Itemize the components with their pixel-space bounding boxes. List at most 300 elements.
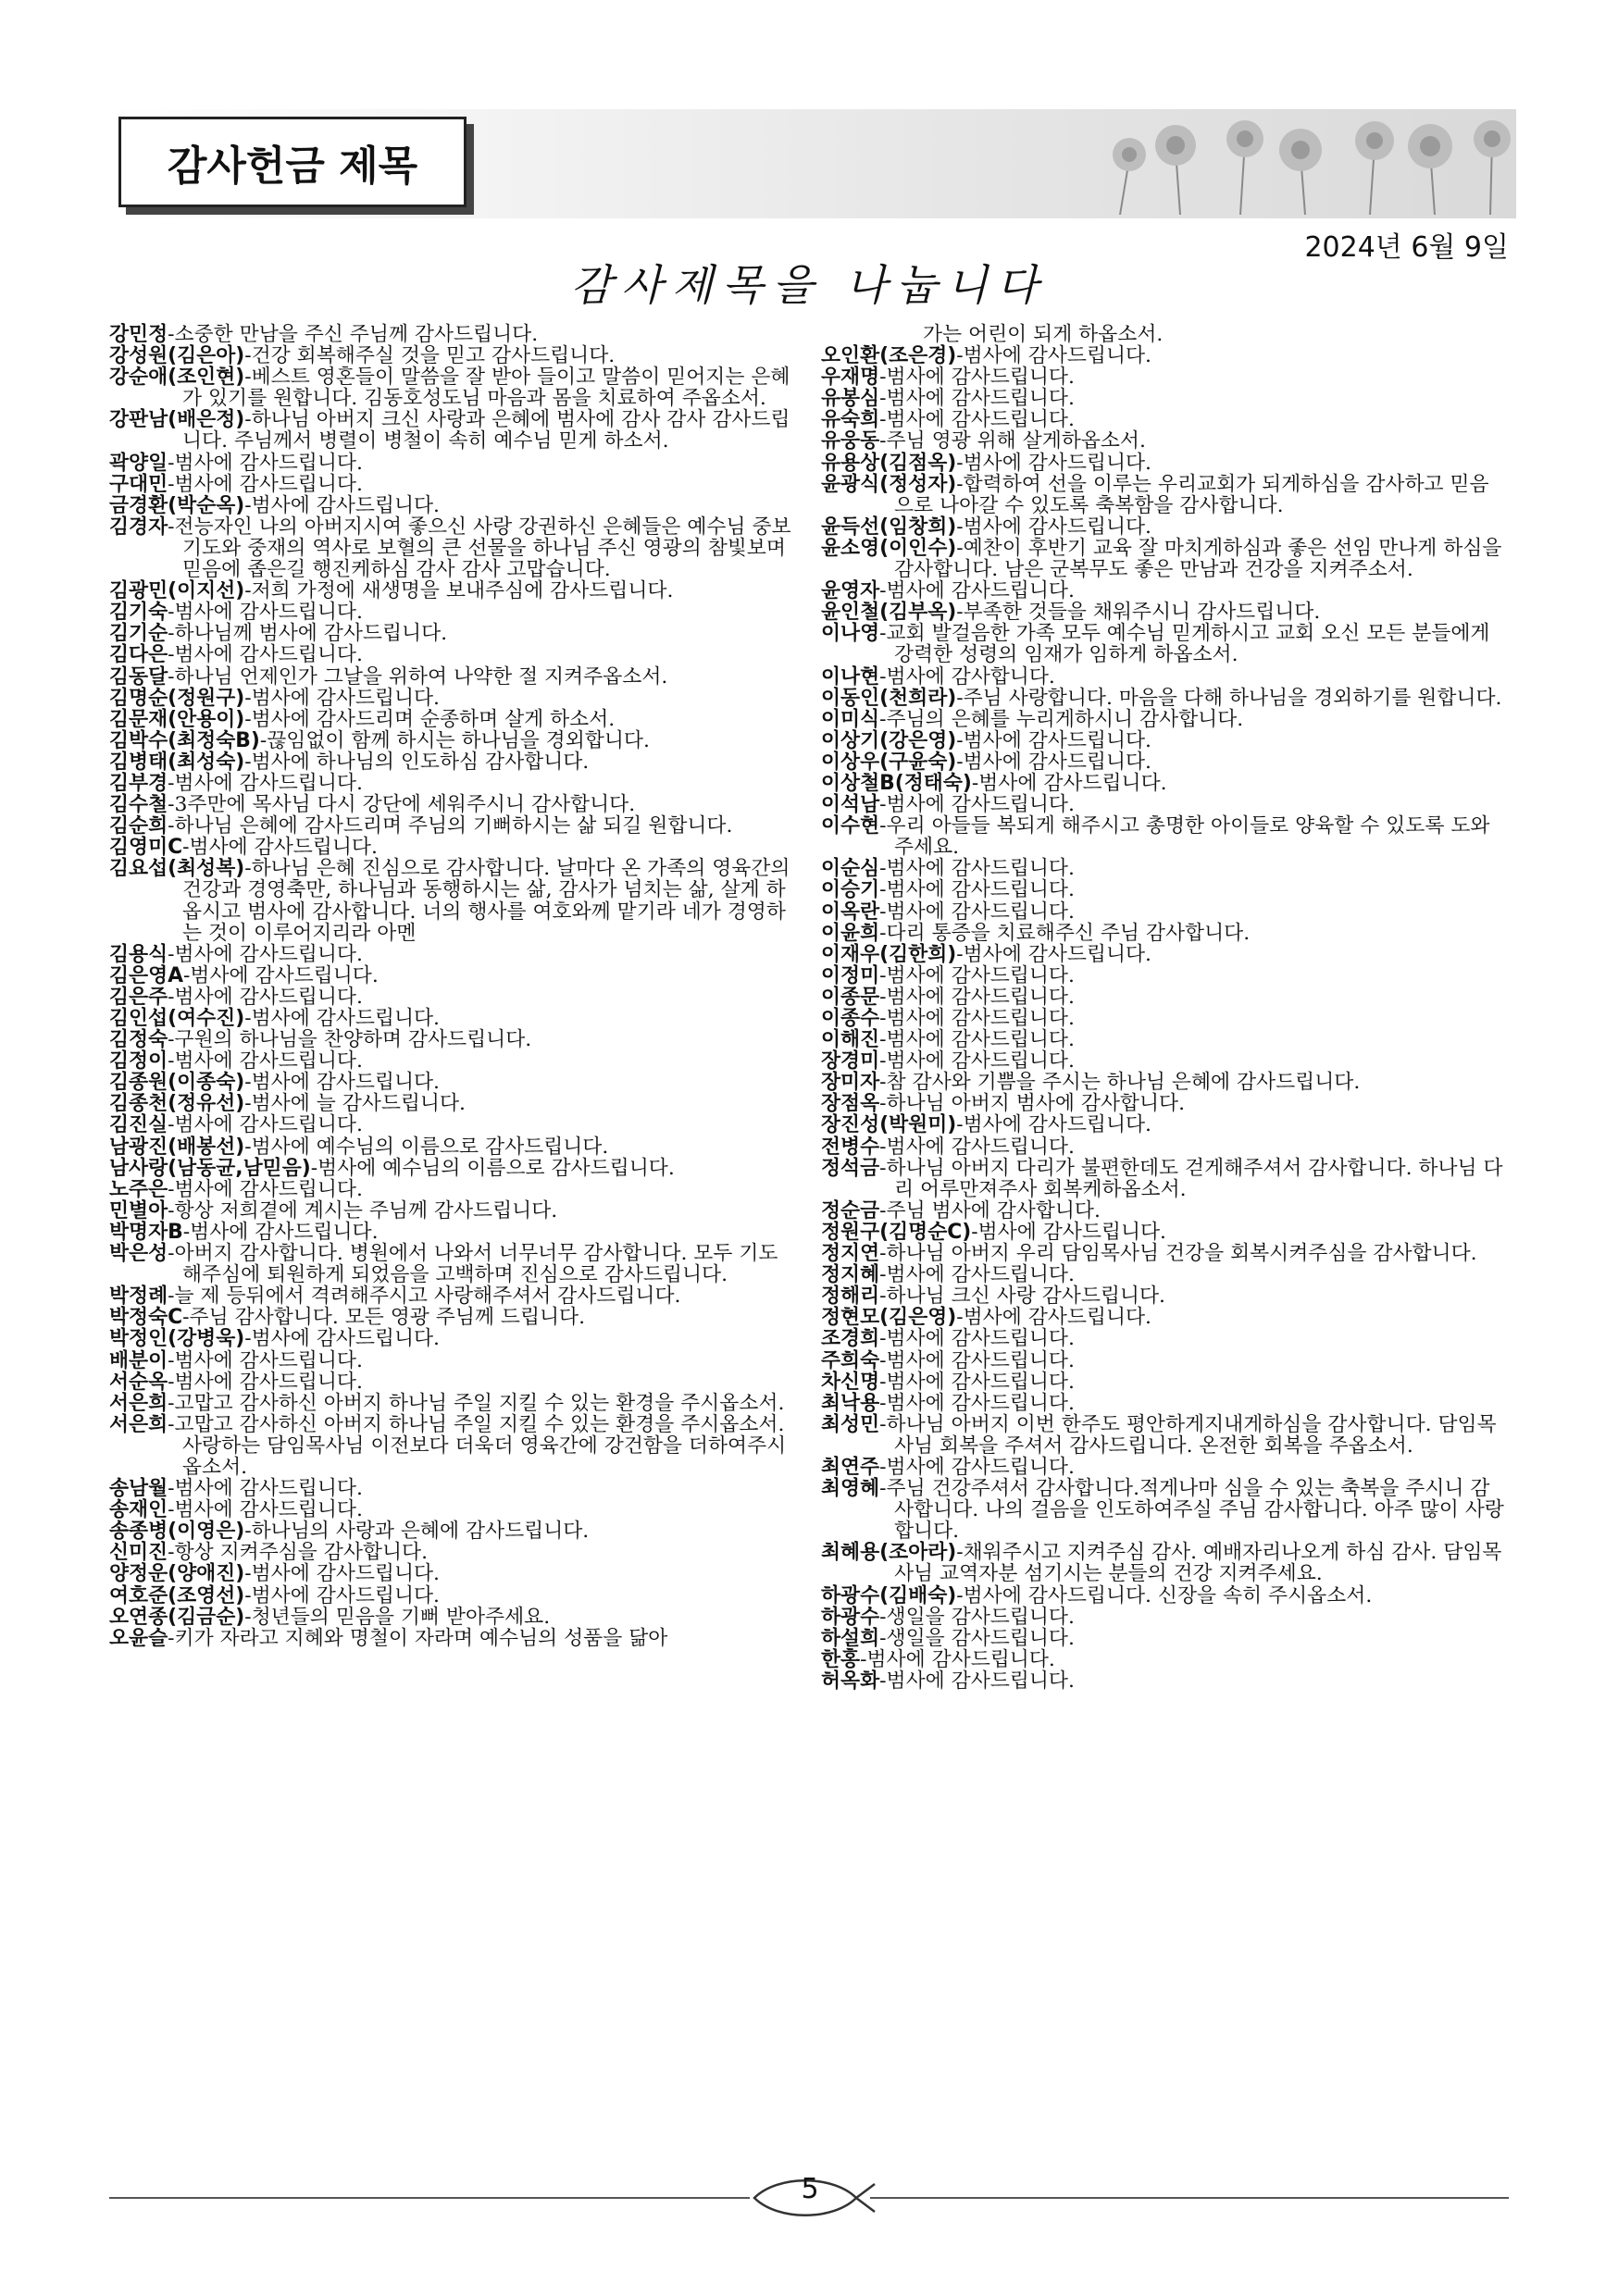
- prayer-entry: [821, 388, 1506, 409]
- prayer-entry: [109, 1393, 794, 1414]
- prayer-entry: [821, 1264, 1506, 1285]
- entry-name: 최낙용: [821, 1391, 880, 1415]
- entry-name: 허옥화: [821, 1669, 880, 1693]
- entry-text: -범사에 감사드립니다.: [168, 1348, 363, 1372]
- entry-text: -아버지 감사합니다. 병원에서 나와서 너무너무 감사합니다. 모두 기도 해주심에 퇴원하게 되었음을 고백하며 진심으로 감사드립니다.: [168, 1242, 778, 1287]
- entry-text: -범사에 감사드립니다.: [182, 1220, 379, 1244]
- entry-name: 정지혜: [821, 1263, 880, 1287]
- prayer-entry: [109, 1072, 794, 1093]
- entry-text: -범사에 감사드립니다.: [168, 1370, 363, 1394]
- prayer-entry: [821, 730, 1506, 751]
- entry-text: -범사에 감사드립니다.: [956, 1306, 1151, 1330]
- entry-name: 김문재(안용이): [109, 707, 245, 731]
- prayer-entry: [109, 474, 794, 495]
- prayer-entry: [109, 730, 794, 751]
- prayer-entry: [109, 1414, 794, 1478]
- entry-name: 금경환(박순옥): [109, 493, 245, 517]
- prayer-entry: [109, 409, 794, 452]
- prayer-entry: [821, 1457, 1506, 1478]
- entry-name: 남광진(배봉선): [109, 1135, 245, 1159]
- prayer-entry: [821, 1093, 1506, 1114]
- entry-name: 김용식: [109, 942, 168, 966]
- entry-name: 이상기(강은영): [821, 728, 957, 752]
- entry-name: 하설희: [821, 1626, 880, 1650]
- entry-text: -키가 자라고 지혜와 명철이 자라며 예수님의 성품을 닮아: [168, 1626, 668, 1650]
- entry-text: -베스트 영혼들이 말씀을 잘 받아 들이고 말씀이 믿어지는 은혜가 있기를 원합니다. 김동호성도님 마음과 몸을 치료하여 주옵소서.: [182, 366, 790, 411]
- entry-name: 김수철: [109, 793, 168, 817]
- prayer-entry: [821, 1414, 1506, 1457]
- entry-text: -소중한 만남을 주신 주님께 감사드립니다.: [168, 323, 539, 346]
- entry-text: -교회 발걸음한 가족 모두 예수님 믿게하시고 교회 오신 모든 분들에게 강력한 성령의 임재가 임하게 하옵소서.: [879, 622, 1490, 667]
- entry-name: 남사랑(남동균,남믿음): [109, 1156, 311, 1180]
- prayer-entry: [109, 1222, 794, 1243]
- entry-name: 하광수(김배숙): [821, 1583, 957, 1607]
- entry-text: -예찬이 후반기 교육 잘 마치게하심과 좋은 선임 만나게 하심을 감사합니다. 남은 군복무도 좋은 만남과 건강을 지켜주소서.: [894, 536, 1502, 582]
- entry-text: -범사에 감사드립니다.: [879, 579, 1075, 603]
- entry-name: 김명순(정원구): [109, 686, 245, 710]
- entry-name: 하광수: [821, 1605, 880, 1629]
- entry-text: -고맙고 감사하신 아버지 하나님 주일 지킬 수 있는 환경을 주시옵소서. 사랑하는 담임목사님 이전보다 더욱더 영육간에 강건함을 더하여주시옵소서.: [168, 1412, 787, 1479]
- entry-name: 강성원(김은아): [109, 344, 245, 368]
- prayer-entry: [109, 773, 794, 794]
- prayer-entry: [821, 409, 1506, 430]
- entry-name: 정현모(김은영): [821, 1306, 957, 1330]
- entry-text: -범사에 감사드립니다.: [879, 900, 1075, 924]
- entry-name: 최성민: [821, 1412, 880, 1436]
- entry-text: -범사에 예수님의 이름으로 감사드립니다.: [244, 1135, 609, 1159]
- entry-name: 정지연: [821, 1242, 880, 1266]
- prayer-entry: [821, 1393, 1506, 1414]
- entry-text: -합력하여 선을 이루는 우리교회가 되게하심을 감사하고 믿음으로 나아갈 수 있도록 축복함을 감사합니다.: [894, 472, 1489, 517]
- entry-name: 윤영자: [821, 579, 880, 603]
- entry-text: -끊임없이 함께 하시는 하나님을 경외합니다.: [259, 728, 650, 752]
- entry-name: 김인섭(여수진): [109, 1007, 245, 1030]
- prayer-entry: [821, 1628, 1506, 1649]
- prayer-entry: [109, 1542, 794, 1563]
- entry-text: -범사에 감사드립니다.: [956, 344, 1151, 368]
- entry-text: -범사에 감사드립니다.: [956, 451, 1151, 475]
- entry-name: 박은성: [109, 1242, 168, 1266]
- prayer-entry: [821, 430, 1506, 452]
- entry-name: 김병태(최성숙): [109, 750, 245, 774]
- prayer-entry: [109, 666, 794, 688]
- page-title: 감사헌금 제목: [167, 143, 418, 190]
- entry-text: -전능자인 나의 아버지시여 좋으신 사랑 강권하신 은혜들은 예수님 중보기도와 중재의 역사로 보혈의 큰 선물을 하나님 주신 영광의 참빛보며 믿음에 좁은길 행진케하심 감사 감사 고맙습니다.: [168, 515, 791, 582]
- prayer-entry: [821, 901, 1506, 923]
- entry-name: 이수현: [821, 814, 880, 838]
- entry-text: -채워주시고 지켜주심 감사. 예배자리나오게 하심 감사. 담임목사님 교역자분 섬기시는 분들의 건강 지켜주세요.: [894, 1541, 1502, 1586]
- entry-name: 이윤희: [821, 921, 880, 945]
- entry-text: -범사에 감사드립니다.: [168, 1113, 363, 1137]
- prayer-entry: [109, 1607, 794, 1628]
- prayer-entry: [109, 837, 794, 858]
- entry-name: 강순애(조인현): [109, 366, 245, 390]
- entry-text: -하나님 언제인가 그날을 위하여 나약한 절 지켜주옵소서.: [168, 664, 668, 689]
- entry-text: -하나님의 사랑과 은혜에 감사드립니다.: [244, 1520, 590, 1544]
- entry-text: -범사에 감사드립니다.: [956, 1113, 1151, 1137]
- entry-name: 여호준(조영선): [109, 1583, 245, 1607]
- entry-name: 오윤슬: [109, 1626, 168, 1650]
- prayer-entry: [109, 1478, 794, 1499]
- entry-text: -범사에 감사드립니다.: [956, 515, 1151, 539]
- entry-text: -청년들의 믿음을 기뻐 받아주세요.: [244, 1605, 551, 1629]
- entry-name: 우재명: [821, 366, 880, 390]
- entry-name: 이상우(구윤숙): [821, 750, 957, 774]
- prayer-entry: [821, 666, 1506, 688]
- prayer-entry: [821, 623, 1506, 665]
- entry-name: 김영미C: [109, 836, 183, 860]
- prayer-entry: [109, 1114, 794, 1136]
- entry-name: 이해진: [821, 1028, 880, 1052]
- prayer-entry: [109, 751, 794, 773]
- entry-text: -우리 아들들 복되게 해주시고 총명한 아이들로 양육할 수 있도록 도와주세요.: [879, 814, 1490, 860]
- prayer-entry: [109, 1520, 794, 1542]
- entry-name: 장진성(박원미): [821, 1113, 957, 1137]
- entry-text: -하나님 아버지 우리 담임목사님 건강을 회복시켜주심을 감사합니다.: [879, 1242, 1477, 1266]
- entry-name: 유용상(김점옥): [821, 451, 957, 475]
- prayer-entry: [821, 1222, 1506, 1243]
- entry-text: -범사에 감사드립니다.: [168, 1049, 363, 1074]
- prayer-entry: [821, 1050, 1506, 1072]
- entry-text: -범사에 감사드립니다.: [168, 643, 363, 667]
- entry-text: -범사에 감사드립니다.: [182, 836, 378, 860]
- entry-text: -범사에 감사드립니다.: [879, 387, 1075, 411]
- prayer-entry: [109, 688, 794, 709]
- prayer-entry: [821, 709, 1506, 730]
- entry-text: -범사에 감사드립니다.: [168, 942, 363, 966]
- prayer-entry: [109, 453, 794, 474]
- entry-text: -범사에 감사드립니다.: [168, 1498, 363, 1522]
- entry-text: -범사에 감사합니다.: [879, 664, 1055, 689]
- entry-text: -구원의 하나님을 찬양하며 감사드립니다.: [168, 1028, 532, 1052]
- entry-text: -범사에 감사드립니다.: [971, 1220, 1166, 1244]
- prayer-entry: [109, 1350, 794, 1371]
- entry-text: -건강 회복해주실 것을 믿고 감사드립니다.: [244, 344, 616, 368]
- entry-text: -참 감사와 기쁨을 주시는 하나님 은혜에 감사드립니다.: [879, 1071, 1361, 1095]
- entry-name: 최혜용(조아라): [821, 1541, 957, 1565]
- prayer-entry: [109, 366, 794, 409]
- prayer-entry: [821, 1072, 1506, 1093]
- prayer-entry: [821, 1114, 1506, 1136]
- entry-text: -범사에 감사드립니다.: [879, 1370, 1075, 1394]
- entry-text: -범사에 감사드립니다.: [879, 1327, 1075, 1351]
- entry-text: -범사에 감사드립니다.: [879, 1028, 1075, 1052]
- entry-name: 구대민: [109, 472, 168, 496]
- entry-name: 김경자: [109, 515, 168, 539]
- entry-text: -범사에 감사드립니다.: [956, 728, 1151, 752]
- prayer-entry: [821, 1350, 1506, 1371]
- entry-text: -범사에 감사드립니다. 신장을 속히 주시옵소서.: [956, 1583, 1373, 1607]
- prayer-entry: [821, 366, 1506, 388]
- entry-text: -범사에 감사드립니다.: [244, 1562, 440, 1586]
- entry-name: 이미식: [821, 707, 880, 731]
- prayer-entry: [821, 1158, 1506, 1200]
- entry-name: 주희숙: [821, 1348, 880, 1372]
- entry-text: -범사에 감사드립니다.: [879, 985, 1075, 1009]
- prayer-entry: [821, 1285, 1506, 1307]
- entry-text: -범사에 감사드립니다.: [168, 601, 363, 625]
- entry-name: 김은주: [109, 985, 168, 1009]
- prayer-entry: [821, 1200, 1506, 1222]
- entry-text: -범사에 하나님의 인도하심 감사합니다.: [244, 750, 590, 774]
- entry-text: -범사에 감사드립니다.: [956, 750, 1151, 774]
- prayer-entry: [109, 965, 794, 987]
- prayer-entry: [109, 1371, 794, 1393]
- prayer-entry: [109, 1136, 794, 1158]
- entry-name: 김정이: [109, 1049, 168, 1074]
- prayer-entry: [109, 1200, 794, 1222]
- prayer-entry: [821, 453, 1506, 474]
- prayer-entry: [821, 1307, 1506, 1328]
- entry-name: 송남월: [109, 1477, 168, 1501]
- entry-text: -범사에 예수님의 이름으로 감사드립니다.: [310, 1156, 675, 1180]
- entry-text: -범사에 감사드립니다.: [879, 857, 1075, 881]
- prayer-entry: [821, 1585, 1506, 1607]
- entry-text: -고맙고 감사하신 아버지 하나님 주일 지킬 수 있는 환경을 주시옵소서.: [168, 1391, 785, 1415]
- entry-name: 윤광식(정성자): [821, 472, 957, 496]
- entry-name: 박명자B: [109, 1220, 183, 1244]
- entry-name: 이승기: [821, 878, 880, 902]
- prayer-entry: [821, 923, 1506, 944]
- prayer-entry: [109, 1563, 794, 1584]
- page-number: 5: [801, 2173, 819, 2205]
- entry-text: -하나님 아버지 크신 사랑과 은혜에 범사에 감사 감사 감사드립니다. 주님께서 병렬이 병철이 속히 예수님 믿게 하소서.: [182, 408, 790, 453]
- entry-text: -하나님께 범사에 감사드립니다.: [168, 622, 448, 646]
- entry-name: 정순금: [821, 1198, 880, 1222]
- entry-name: 유봉심: [821, 387, 880, 411]
- entry-name: 유웅동: [821, 429, 880, 453]
- entry-text: -3주만에 목사님 다시 강단에 세워주시니 감사합니다.: [168, 793, 636, 817]
- entry-name: 송종병(이영은): [109, 1520, 245, 1544]
- entry-name: 박정례: [109, 1285, 168, 1309]
- prayer-entry: [109, 794, 794, 815]
- entry-text: -범사에 감사드립니다.: [879, 1455, 1075, 1479]
- entry-text: -저희 가정에 새생명을 보내주심에 감사드립니다.: [244, 579, 674, 603]
- entry-name: 김요섭(최성복): [109, 857, 245, 881]
- entry-text: -범사에 감사드립니다.: [879, 1263, 1075, 1287]
- entry-name: 장미자: [821, 1071, 880, 1095]
- prayer-entry: [109, 944, 794, 965]
- entry-name: 정석금: [821, 1156, 880, 1180]
- entry-text: -범사에 감사드립니다.: [244, 1327, 440, 1351]
- entry-text: -주님의 은혜를 누리게하시니 감사합니다.: [879, 707, 1244, 731]
- prayer-entry: [821, 1243, 1506, 1264]
- entry-text: -범사에 감사드립니다.: [879, 1007, 1075, 1030]
- entry-name: 김정숙: [109, 1028, 168, 1052]
- entry-text: -범사에 감사드립니다.: [879, 366, 1075, 390]
- entry-text: -범사에 감사드립니다.: [168, 985, 363, 1009]
- prayer-entry: [109, 1328, 794, 1349]
- entry-name: 정원구(김명순C): [821, 1220, 972, 1244]
- prayer-entry: [821, 1371, 1506, 1393]
- entry-name: 박정인(강병욱): [109, 1327, 245, 1351]
- entry-name: 송재인: [109, 1498, 168, 1522]
- entry-text: -범사에 감사드립니다.: [879, 1669, 1075, 1693]
- prayer-entry: [821, 474, 1506, 516]
- entry-text: -범사에 감사드립니다.: [168, 771, 363, 795]
- entry-text: -범사에 감사드립니다.: [860, 1647, 1055, 1671]
- prayer-entry: [109, 987, 794, 1008]
- entry-name: 강판남(배은정): [109, 408, 245, 432]
- prayer-entry: [821, 538, 1506, 580]
- prayer-entry: [109, 495, 794, 516]
- entry-text: -범사에 감사드립니다.: [879, 1391, 1075, 1415]
- entry-text: -범사에 감사드립니다.: [244, 686, 440, 710]
- prayer-entry: [821, 1542, 1506, 1584]
- prayer-entry: [821, 751, 1506, 773]
- entry-name: 조경희: [821, 1327, 880, 1351]
- prayer-entry: [109, 623, 794, 644]
- entry-name: 김부경: [109, 771, 168, 795]
- prayer-entry: [821, 794, 1506, 815]
- entry-name: 서순옥: [109, 1370, 168, 1394]
- entry-text: -부족한 것들을 채워주시니 감사드립니다.: [956, 601, 1321, 625]
- entry-text: -늘 제 등뒤에서 격려해주시고 사랑해주셔서 감사드립니다.: [168, 1285, 681, 1309]
- entry-name: 장경미: [821, 1049, 880, 1074]
- entry-name: 김종천(정유선): [109, 1092, 245, 1116]
- entry-name: 오인환(조은경): [821, 344, 957, 368]
- entry-text: -범사에 감사드립니다.: [168, 1477, 363, 1501]
- left-column: [109, 324, 794, 1649]
- entry-text: -주님 건강주셔서 감사합니다.적게나마 심을 수 있는 축복을 주시니 감사합니다. 나의 걸음을 인도하여주실 주님 감사합니다. 아주 많이 사랑합니다.: [879, 1477, 1504, 1544]
- entry-name: 이나현: [821, 664, 880, 689]
- prayer-entry: [109, 345, 794, 366]
- prayer-entry: [821, 773, 1506, 794]
- entry-name: 이석남: [821, 793, 880, 817]
- entry-text: -하나님 아버지 이번 한주도 평안하게지내게하심을 감사합니다. 담임목사님 회복을 주셔서 감사드립니다. 온전한 회복을 주옵소서.: [879, 1412, 1497, 1458]
- entry-name: 배분이: [109, 1348, 168, 1372]
- prayer-entry: [109, 709, 794, 730]
- prayer-entry: [109, 1628, 794, 1649]
- entry-name: 한홍: [821, 1647, 861, 1671]
- entry-name: 이순심: [821, 857, 880, 881]
- entry-name: 이동인(천희라): [821, 686, 957, 710]
- entry-text: -생일을 감사드립니다.: [879, 1626, 1075, 1650]
- entry-name: 김동달: [109, 664, 168, 689]
- entry-text: -범사에 감사드립니다.: [244, 493, 440, 517]
- entry-name: 김박수(최정숙B): [109, 728, 260, 752]
- entry-name: 이옥란: [821, 900, 880, 924]
- prayer-entry: [109, 1285, 794, 1307]
- entry-text: -하나님 아버지 다리가 불편한데도 걷게해주셔서 감사합니다. 하나님 다리 어루만져주사 회복케하옵소서.: [879, 1156, 1503, 1201]
- prayer-entry: [109, 1050, 794, 1072]
- entry-text: -하나님 은혜에 감사드리며 주님의 기뻐하시는 삶 되길 원합니다.: [168, 814, 733, 838]
- entry-name: 김은영A: [109, 963, 184, 987]
- entry-text: -주님 감사합니다. 모든 영광 주님께 드립니다.: [182, 1306, 586, 1330]
- prayer-entry: [109, 1179, 794, 1200]
- entry-name: 김순희: [109, 814, 168, 838]
- entry-name: 김기숙: [109, 601, 168, 625]
- entry-text: -범사에 감사드립니다.: [879, 408, 1075, 432]
- prayer-entry: [109, 815, 794, 837]
- entry-name: 민별아: [109, 1198, 168, 1222]
- continuation-text: 가는 어린이 되게 하옵소서.: [923, 323, 1164, 346]
- entry-text: -범사에 감사드립니다.: [971, 771, 1167, 795]
- prayer-entry: [821, 1136, 1506, 1158]
- prayer-entry: [109, 516, 794, 580]
- entry-text: -범사에 감사드립니다.: [879, 793, 1075, 817]
- entry-name: 노주은: [109, 1177, 168, 1201]
- entry-name: 윤소영(이인수): [821, 536, 957, 560]
- prayer-entry: [109, 644, 794, 665]
- title-box: [118, 117, 467, 207]
- entry-text: -다리 통증을 치료해주신 주님 감사합니다.: [879, 921, 1251, 945]
- entry-text: -범사에 감사드립니다.: [879, 1049, 1075, 1074]
- entry-name: 서은희: [109, 1412, 168, 1436]
- prayer-entry: [821, 602, 1506, 623]
- entry-name: 박정숙C: [109, 1306, 183, 1330]
- entry-text: -항상 지켜주심을 감사합니다.: [168, 1541, 428, 1565]
- entry-text: -하나님 은혜 진심으로 감사합니다. 날마다 온 가족의 영육간의 건강과 경영축만, 하나님과 동행하시는 삶, 감사가 넘치는 삶, 살게 하옵시고 범사에 감사합니다. 너의 행사를 여호와께 맡기라 네가 경영하는 것이 이루어지리라 아멘: [182, 857, 790, 945]
- entry-name: 장점옥: [821, 1092, 880, 1116]
- entry-name: 윤득선(임창희): [821, 515, 957, 539]
- entry-text: -범사에 감사드립니다.: [168, 1177, 363, 1201]
- prayer-entry: [821, 1607, 1506, 1628]
- entry-text: -주님 영광 위해 살게하옵소서.: [879, 429, 1146, 453]
- right-column: [821, 324, 1506, 1692]
- flower-decoration: [1092, 113, 1518, 215]
- entry-name: 김기순: [109, 622, 168, 646]
- entry-text: -범사에 감사드립니다.: [879, 963, 1075, 987]
- prayer-entry: [821, 516, 1506, 538]
- entry-name: 최영혜: [821, 1477, 880, 1501]
- prayer-entry: [821, 1478, 1506, 1542]
- entry-name: 최연주: [821, 1455, 880, 1479]
- entry-text: -범사에 감사드립니다.: [879, 878, 1075, 902]
- prayer-entry: [109, 324, 794, 345]
- entry-text: -범사에 감사드립니다.: [168, 451, 363, 475]
- prayer-entry: [821, 580, 1506, 602]
- entry-name: 차신명: [821, 1370, 880, 1394]
- entry-text: -주님 사랑합니다. 마음을 다해 하나님을 경외하기를 원합니다.: [956, 686, 1502, 710]
- prayer-entry: [109, 1093, 794, 1114]
- entry-text: -범사에 감사드립니다.: [168, 472, 363, 496]
- prayer-entry: [821, 965, 1506, 987]
- entry-name: 오연종(김금순): [109, 1605, 245, 1629]
- entry-name: 신미진: [109, 1541, 168, 1565]
- entry-text: -생일을 감사드립니다.: [879, 1605, 1075, 1629]
- entry-name: 이정미: [821, 963, 880, 987]
- prayer-entry: [821, 1649, 1506, 1670]
- entry-name: 정해리: [821, 1285, 880, 1309]
- prayer-entry: [109, 602, 794, 623]
- entry-text: -하나님 아버지 범사에 감사합니다.: [879, 1092, 1186, 1116]
- entry-name: 이재우(김한희): [821, 942, 957, 966]
- entry-name: 서은희: [109, 1391, 168, 1415]
- prayer-entry: [821, 688, 1506, 709]
- prayer-entry: [109, 858, 794, 943]
- entry-text: -범사에 감사드립니다.: [244, 1583, 440, 1607]
- entry-name: 이종문: [821, 985, 880, 1009]
- prayer-entry: [109, 1307, 794, 1328]
- prayer-entry: [821, 879, 1506, 900]
- entry-text: -주님 범사에 감사합니다.: [879, 1198, 1101, 1222]
- prayer-entry: [821, 944, 1506, 965]
- prayer-entry: [109, 1585, 794, 1607]
- prayer-entry: [109, 580, 794, 602]
- entry-name: 유숙희: [821, 408, 880, 432]
- entry-text: -범사에 감사드립니다.: [183, 963, 379, 987]
- prayer-entry: [109, 1008, 794, 1029]
- prayer-entry: [109, 1243, 794, 1285]
- subtitle: 감사제목을 나눕니다: [570, 260, 1048, 310]
- entry-name: 이상철B(정태숙): [821, 771, 972, 795]
- entry-text: -범사에 감사드립니다.: [879, 1135, 1075, 1159]
- prayer-entry: [109, 1158, 794, 1179]
- prayer-entry: [821, 815, 1506, 858]
- prayer-entry: [821, 1008, 1506, 1029]
- entry-text: -범사에 감사드립니다.: [879, 1348, 1075, 1372]
